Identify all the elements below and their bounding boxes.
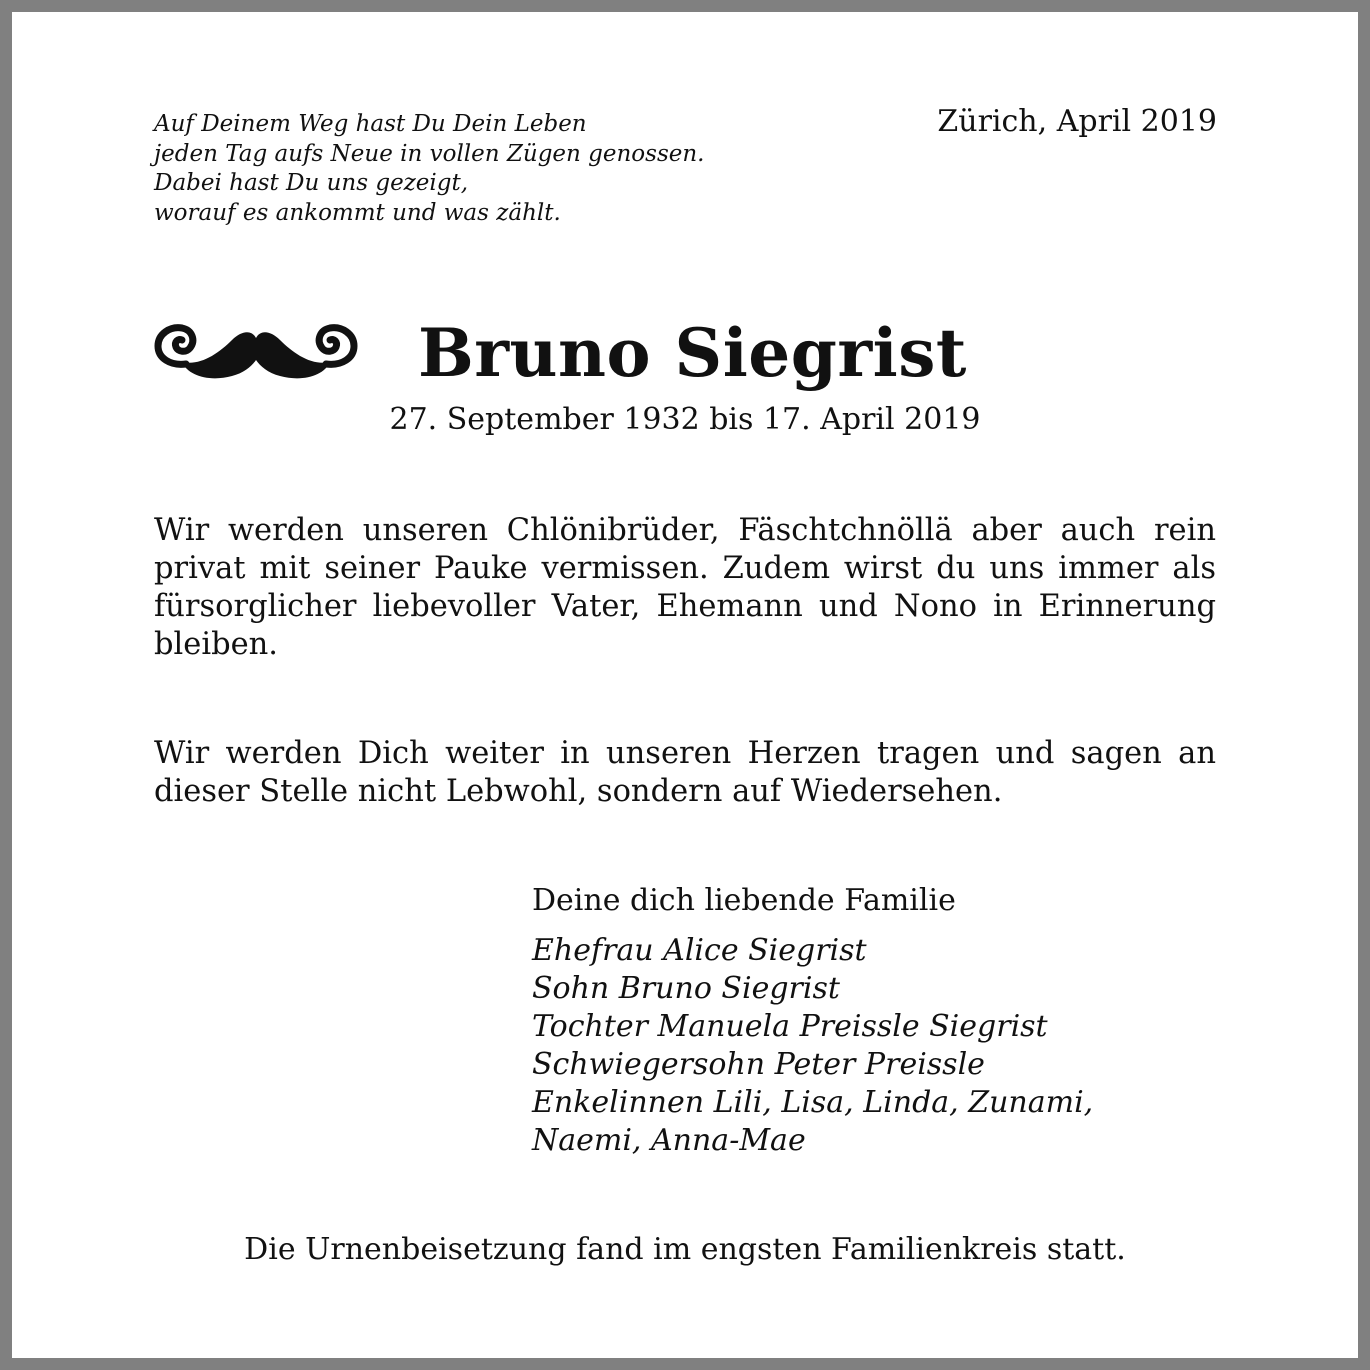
family-members-list [532,932,1093,1160]
motto-line: Dabei hast Du uns gezeigt, [154,170,469,196]
family-member: Sohn Bruno Siegrist [532,971,840,1006]
motto-poem [154,110,704,228]
life-dates: 27. September 1932 bis 17. April 2019 [389,402,981,437]
family-member: Schwiegersohn Peter Preissle [532,1047,985,1082]
mustache-icon [152,320,360,384]
family-member: Ehefrau Alice Siegrist [532,933,867,968]
family-member: Naemi, Anna-Mae [532,1123,806,1158]
family-member: Enkelinnen Lili, Lisa, Linda, Zunami, [532,1085,1094,1120]
motto-line: worauf es ankommt und was zählt. [154,199,561,226]
motto-line: Auf Deinem Weg hast Du Dein Leben [154,111,587,137]
farewell-paragraph: Wir werden Dich weiter in unseren Herzen tragen und sagen an dieser Stelle nicht Lebwohl, sondern auf Wiedersehen. [154,736,1216,809]
family-member: Tochter Manuela Preissle Siegrist [532,1009,1048,1044]
motto-line: jeden Tag aufs Neue in vollen Zügen genossen. [154,140,705,167]
tribute-paragraph: Wir werden unseren Chlönibrüder, Fäschtchnöllä aber auch rein privat mit seiner Pauke vermissen. Zudem wirst du uns immer als fürsorglicher liebevoller Vater, Ehemann und Nono in Erinnerung bleiben. [154,513,1216,662]
family-heading: Deine dich liebende Familie [532,883,956,918]
family-signature [532,882,1093,1160]
obituary-card [12,12,1358,1358]
closing-note: Die Urnenbeisetzung fand im engsten Familienkreis statt. [244,1232,1126,1267]
place-date: Zürich, April 2019 [937,104,1217,139]
deceased-name: Bruno Siegrist [418,314,967,392]
